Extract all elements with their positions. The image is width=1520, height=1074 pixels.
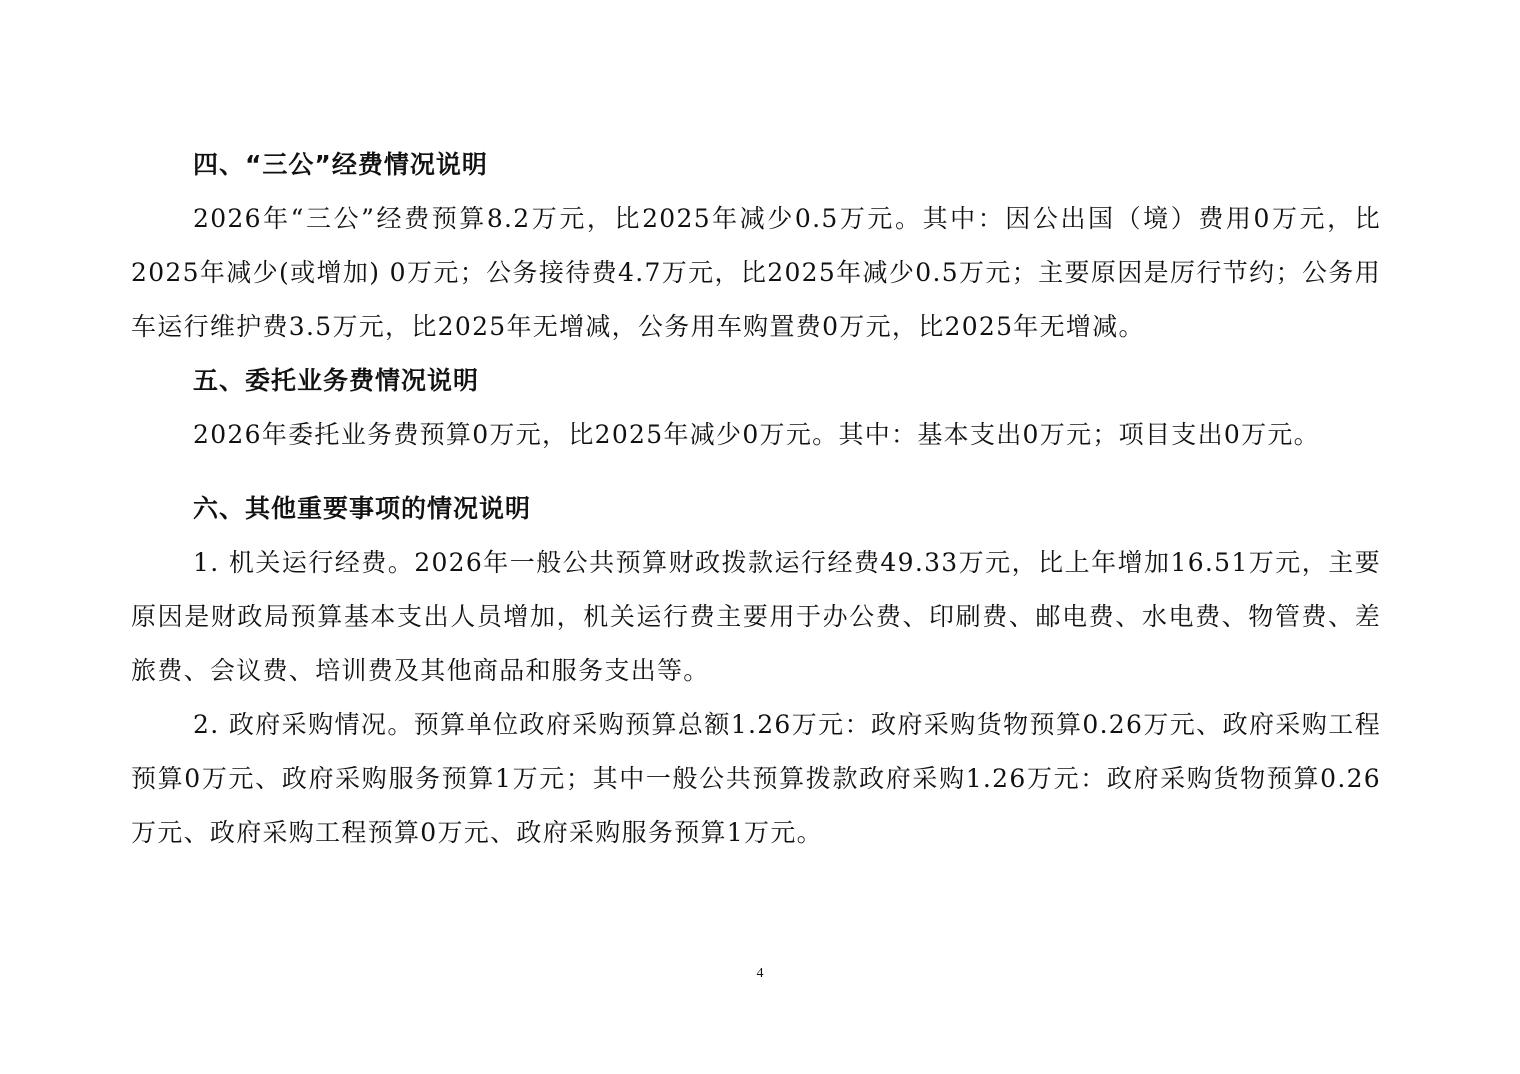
paragraph-government-procurement: 2. 政府采购情况。预算单位政府采购预算总额1.26万元：政府采购货物预算0.26万元、政府采购工程预算0万元、政府采购服务预算1万元；其中一般公共预算拨款政府采购1.26万元：政府采购货物预算0.26万元、政府采购工程预算0万元、政府采购服务预算1万元。 — [131, 710, 1381, 847]
paragraph-operating-expenses: 1. 机关运行经费。2026年一般公共预算财政拨款运行经费49.33万元，比上年增加16.51万元，主要原因是财政局预算基本支出人员增加，机关运行费主要用于办公费、印刷费、邮电费、水电费、物管费、差旅费、会议费、培训费及其他商品和服务支出等。 — [131, 548, 1381, 685]
paragraph-sangong-budget: 2026年“三公”经费预算8.2万元，比2025年减少0.5万元。其中：因公出国（境）费用0万元，比2025年减少(或增加) 0万元；公务接待费4.7万元，比2025年减少0.5万元；主要原因是厉行节约；公务用车运行维护费3.5万元，比2025年无增减，公务用车购置费0万元，比2025年无增减。 — [131, 204, 1381, 341]
paragraph-entrusted-business-budget: 2026年委托业务费预算0万元，比2025年减少0万元。其中：基本支出0万元；项目支出0万元。 — [193, 420, 1320, 449]
section-heading-entrusted-business: 五、委托业务费情况说明 — [193, 366, 480, 395]
section-spacer — [131, 462, 1381, 482]
page-number: 4 — [756, 966, 764, 981]
section-heading-sangong: 四、“三公”经费情况说明 — [193, 150, 488, 179]
document-body — [131, 138, 1381, 860]
section-heading-other-matters: 六、其他重要事项的情况说明 — [193, 494, 532, 523]
